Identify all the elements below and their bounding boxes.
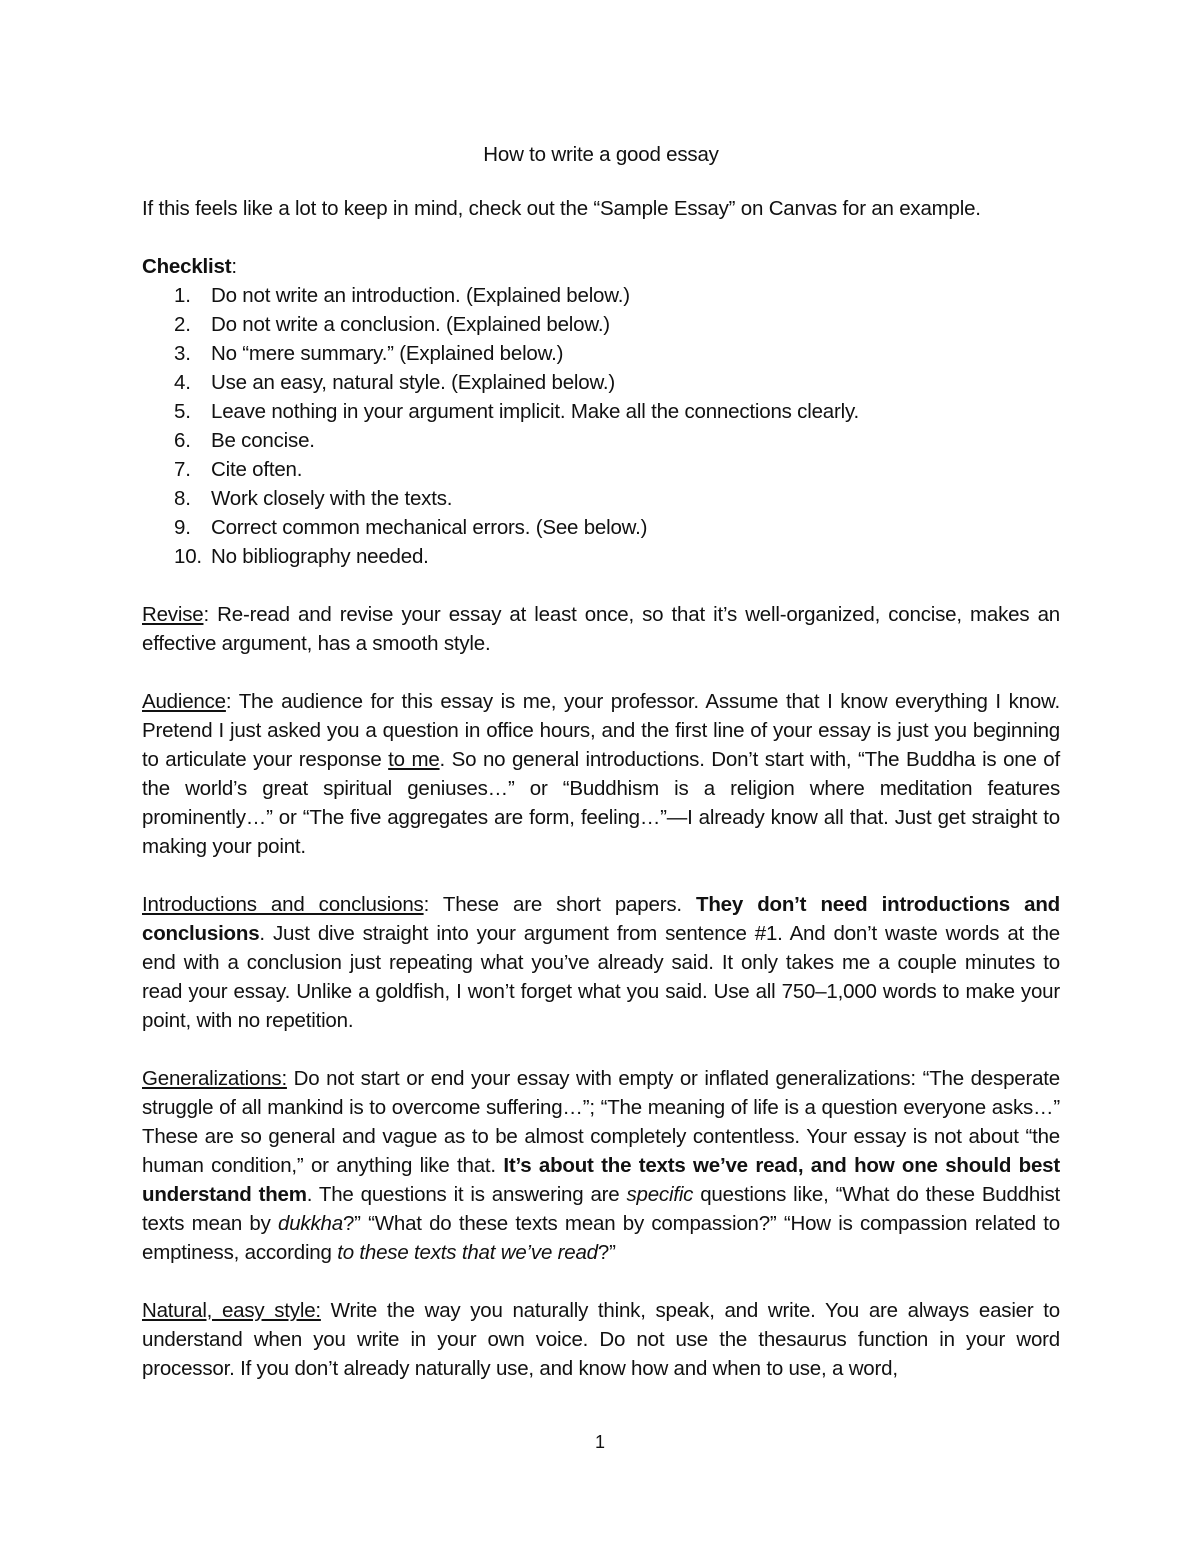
checklist-item-text: Leave nothing in your argument implicit. Make all the connections clearly. <box>211 400 859 423</box>
document-body <box>142 140 1060 1412</box>
revise-section <box>142 600 1060 658</box>
intros-conclusions-label: Introductions and conclusions <box>142 893 424 916</box>
checklist-item <box>142 513 1060 542</box>
checklist-heading: Checklist <box>142 255 232 278</box>
generalizations-italic-specific: specific <box>626 1183 694 1206</box>
checklist-item <box>142 397 1060 426</box>
generalizations-bold: It’s about the texts we’ve read, and how one should best understand them <box>142 1154 1060 1206</box>
revise-colon: : <box>203 603 209 626</box>
checklist-item <box>142 310 1060 339</box>
intros-conclusions-section <box>142 890 1060 1035</box>
checklist-item-number: 6. <box>174 429 191 452</box>
revise-text: Re-read and revise your essay at least once, so that it’s well-organized, concise, makes an effective argument, has a smooth style. <box>142 603 1060 655</box>
intros-conclusions-text-1: These are short papers. <box>429 893 697 916</box>
checklist-heading-line <box>142 252 1060 281</box>
checklist-item-number: 8. <box>174 487 191 510</box>
audience-emphasis: to me <box>388 748 440 771</box>
audience-colon: : <box>225 690 232 713</box>
audience-text-1: The audience for this essay is me, your professor. Assume that I know everything I know. Pretend I just asked you a question in office hours, and the first line of your essay is just you beginning to articulate your response <box>142 690 1060 771</box>
checklist-item <box>142 281 1060 310</box>
generalizations-text-1: Do not start or end your essay with empty or inflated generalizations: “The desperate struggle of all mankind is to overcome suffering…”; “The meaning of life is a question everyone asks…” These are so general and vague as to be almost completely contentless. Your essay is not about “the human condition,” or anything like that. <box>142 1067 1060 1177</box>
checklist-item-text: Work closely with the texts. <box>211 487 453 510</box>
generalizations-text-2: . The questions it is answering are <box>306 1183 627 1206</box>
natural-style-label: Natural, easy style: <box>142 1299 321 1322</box>
checklist-item-number: 9. <box>174 516 191 539</box>
checklist-item-number: 7. <box>174 458 191 481</box>
checklist-item-text: Cite often. <box>211 458 303 481</box>
intro-paragraph: If this feels like a lot to keep in mind, check out the “Sample Essay” on Canvas for an example. <box>142 197 981 220</box>
audience-section <box>142 687 1060 861</box>
generalizations-text-3: questions like, “What do these Buddhist texts mean by <box>142 1183 1060 1235</box>
generalizations-label: Generalizations: <box>142 1067 287 1090</box>
checklist-item <box>142 339 1060 368</box>
generalizations-italic-texts: to these texts that we’ve read <box>337 1241 598 1264</box>
intros-conclusions-bold: They don’t need introductions and conclusions <box>142 893 1060 945</box>
checklist-item <box>142 455 1060 484</box>
checklist-item-text: Be concise. <box>211 429 315 452</box>
checklist-item-number: 4. <box>174 371 191 394</box>
document-title: How to write a good essay <box>483 143 719 166</box>
checklist-item-text: Do not write a conclusion. (Explained below.) <box>211 313 610 336</box>
checklist <box>142 281 1060 571</box>
checklist-item-number: 5. <box>174 400 191 423</box>
revise-label: Revise <box>142 603 204 626</box>
page-number: 1 <box>594 1432 605 1452</box>
checklist-item-number: 10. <box>174 545 202 568</box>
checklist-item-text: No bibliography needed. <box>211 545 429 568</box>
checklist-item <box>142 368 1060 397</box>
intros-conclusions-colon: : <box>423 893 430 916</box>
checklist-item-number: 3. <box>174 342 191 365</box>
checklist-heading-colon: : <box>231 255 237 278</box>
generalizations-text-4: ?” “What do these texts mean by compassion?” “How is compassion related to emptiness, according <box>142 1212 1061 1264</box>
checklist-item <box>142 426 1060 455</box>
intros-conclusions-text-2: . Just dive straight into your argument from sentence #1. And don’t waste words at the end with a conclusion just repeating what you’ve already said. It only takes me a couple minutes to read your essay. Unlike a goldfish, I won’t forget what you said. Use all 750–1,000 words to make your point, with no repetition. <box>142 922 1060 1032</box>
natural-style-text: Write the way you naturally think, speak, and write. You are always easier to understand when you write in your own voice. Do not use the thesaurus function in your word processor. If you don’t already naturally use, and know how and when to use, a word, <box>142 1299 1060 1380</box>
checklist-item-text: Use an easy, natural style. (Explained below.) <box>211 371 616 394</box>
checklist-item-text: Correct common mechanical errors. (See below.) <box>211 516 648 539</box>
audience-label: Audience <box>142 690 226 713</box>
generalizations-italic-dukkha: dukkha <box>278 1212 343 1235</box>
checklist-item-number: 2. <box>174 313 191 336</box>
checklist-item-text: No “mere summary.” (Explained below.) <box>211 342 564 365</box>
checklist-item-text: Do not write an introduction. (Explained below.) <box>211 284 630 307</box>
checklist-item-number: 1. <box>174 284 191 307</box>
generalizations-text-5: ?” <box>597 1241 616 1264</box>
audience-text-2: . So no general introductions. Don’t start with, “The Buddha is one of the world’s great spiritual geniuses…” or “Buddhism is a religion where meditation features prominently…” or “The five aggregates are form, feeling…”—I already know all that. Just get straight to making your point. <box>142 748 1061 858</box>
checklist-item <box>142 484 1060 513</box>
checklist-item <box>142 542 1060 571</box>
generalizations-section <box>142 1064 1060 1267</box>
natural-style-section <box>142 1296 1060 1383</box>
